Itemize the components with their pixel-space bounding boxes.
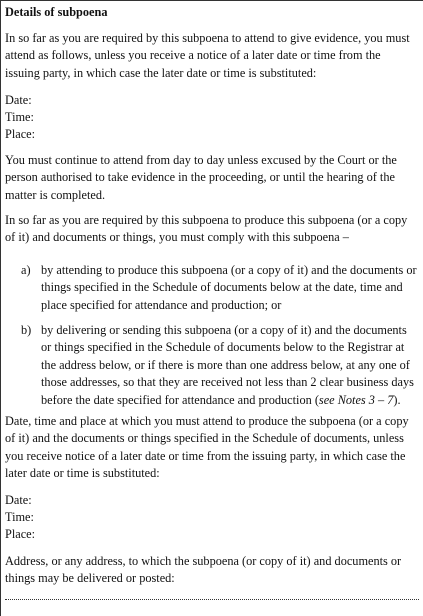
attend-time-label: Time:: [5, 110, 34, 124]
section-heading: Details of subpoena: [5, 5, 108, 19]
list-text-b-main: by delivering or sending this subpoena (or a copy of it) and the documents or things specified in the Schedule of documents below to the Registrar at the address below, or if there is more than one address below, at any one of those addresses, so that they are received not less than 2 clear business days before the date specified for attendance and production (: [41, 323, 414, 407]
list-text-b-notes-ref: see Notes 3 – 7: [318, 392, 394, 407]
list-text-b-end: ).: [393, 392, 401, 407]
continue-paragraph: You must continue to attend from day to day unless excused by the Court or the person authorised to take evidence in the proceeding, or until the hearing of the matter is completed.: [5, 153, 397, 202]
list-text-b: [41, 322, 417, 409]
list-text-a: by attending to produce this subpoena (or a copy of it) and the documents or things specified in the Schedule of documents below at the date, time and place specified for attendance and production; or: [41, 263, 417, 312]
produce-place-label: Place:: [5, 527, 36, 541]
address-dotted-line[interactable]: [5, 599, 419, 600]
frame-left-border: [0, 0, 1, 616]
produce-paragraph: In so far as you are required by this subpoena to produce this subpoena (or a copy of it) and documents or things, you must comply with this subpoena –: [5, 213, 408, 245]
address-paragraph: Address, or any address, to which the subpoena (or copy of it) and documents or things may be delivered or posted:: [5, 554, 402, 586]
attend-place-label: Place:: [5, 127, 36, 141]
date-time-place-paragraph: Date, time and place at which you must attend to produce the subpoena (or a copy of it) and the documents or things specified in the Schedule of documents, unless you receive notice of a later date or time from the issuing party, in which case the later date or time is substituted:: [5, 414, 409, 481]
list-marker-a: a): [21, 263, 31, 277]
produce-date-label: Date:: [5, 493, 32, 507]
attend-paragraph: In so far as you are required by this subpoena to attend to give evidence, you must attend as follows, unless you receive a notice of a later date or time from the issuing party, in which case the later date or time is substituted:: [5, 31, 410, 80]
produce-time-label: Time:: [5, 510, 34, 524]
attend-date-label: Date:: [5, 93, 32, 107]
list-marker-b: b): [21, 323, 32, 337]
frame-top-border: [0, 0, 423, 1]
